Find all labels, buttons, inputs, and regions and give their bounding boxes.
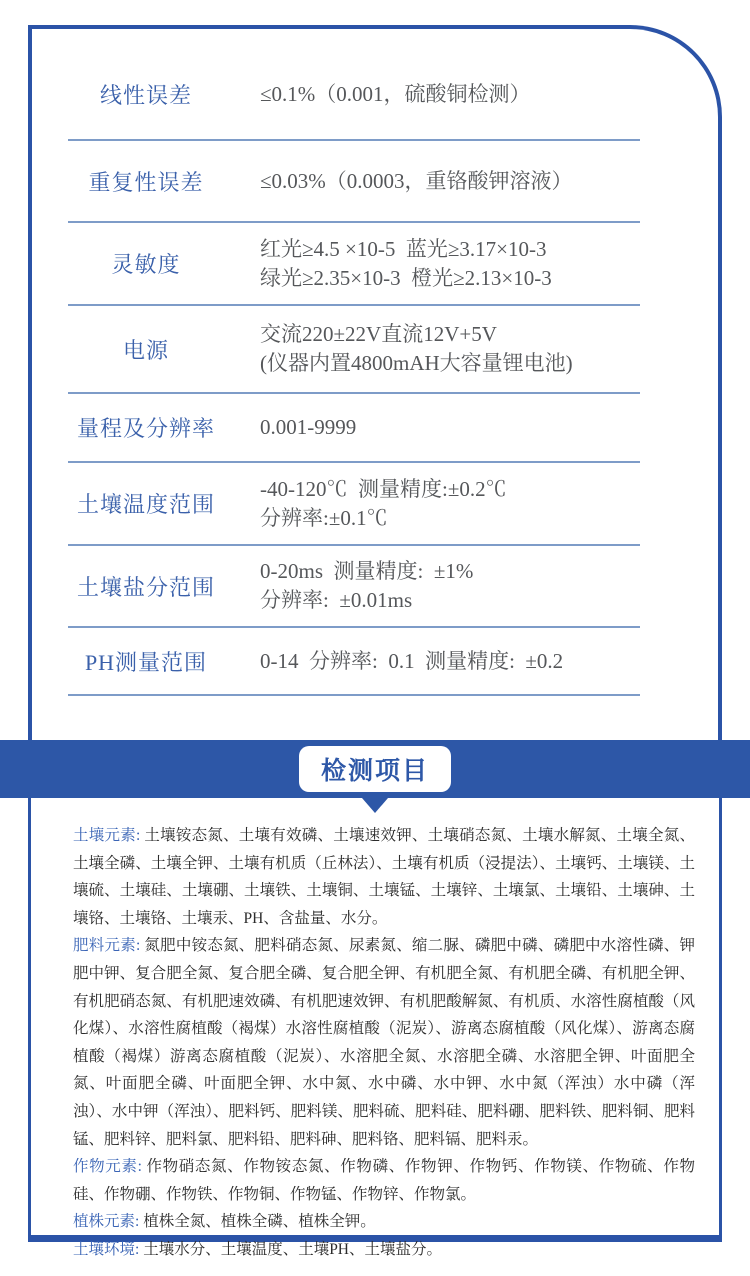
detection-banner bbox=[0, 740, 750, 798]
spec-row-soil-temperature bbox=[32, 463, 718, 544]
section-text: 氮肥中铵态氮、肥料硝态氮、尿素氮、缩二脲、磷肥中磷、磷肥中水溶性磷、钾肥中钾、复合肥全氮、复合肥全磷、复合肥全钾、有机肥全氮、有机肥全磷、有机肥全钾、有机肥硝态氮、有机肥速效磷、有机肥速效钾、有机肥酸解氮、有机质、水溶性腐植酸（风化煤）、水溶性腐植酸（褐煤）水溶性腐植酸（泥炭）、游离态腐植酸（风化煤）、游离态腐植酸（褐煤）游离态腐植酸（泥炭）、水溶肥全氮、水溶肥全磷、水溶肥全钾、叶面肥全氮、叶面肥全磷、叶面肥全钾、水中氮、水中磷、水中钾、水中氮（浑浊）水中磷（浑浊）、水中钾（浑浊）、肥料钙、肥料镁、肥料硫、肥料硅、肥料硼、肥料铁、肥料铜、肥料锰、肥料锌、肥料氯、肥料铅、肥料砷、肥料铬、肥料镉、肥料汞。 bbox=[73, 937, 695, 1148]
spec-row-label: 土壤温度范围 bbox=[76, 492, 215, 517]
spec-row-value: ≤0.1%（0.001，硫酸铜检测） bbox=[260, 81, 531, 106]
spec-row-power bbox=[32, 306, 718, 392]
section-label: 作物元素: bbox=[73, 1158, 142, 1176]
spec-row-linearity bbox=[32, 49, 718, 139]
spec-table bbox=[28, 25, 722, 740]
spec-row-label: PH测量范围 bbox=[84, 649, 208, 675]
spec-row-repeatability bbox=[32, 141, 718, 221]
section-label: 植株元素: bbox=[73, 1213, 140, 1231]
section-label: 土壤环境: bbox=[73, 1240, 140, 1258]
spec-row-value: 0.001-9999 bbox=[260, 415, 357, 439]
spec-row-label: 灵敏度 bbox=[111, 252, 181, 277]
section-text: 土壤铵态氮、土壤有效磷、土壤速效钾、土壤硝态氮、土壤水解氮、土壤全氮、土壤全磷、土壤全钾、土壤有机质（丘林法）、土壤有机质（浸提法）、土壤钙、土壤镁、土壤硫、土壤硅、土壤硼、土壤铁、土壤铜、土壤锰、土壤锌、土壤氯、土壤铅、土壤砷、土壤铬、土壤铬、土壤汞、PH、含盐量、水分。 bbox=[73, 827, 695, 927]
section-text: 土壤水分、土壤温度、土壤PH、土壤盐分。 bbox=[139, 1240, 443, 1258]
spec-row-value: 红光≥4.5 ×10-5 蓝光≥3.17×10-3 绿光≥2.35×10-3 橙光≥2.13×10-3 bbox=[260, 236, 552, 290]
section-soil-elements bbox=[73, 822, 695, 932]
spec-row-soil-salinity bbox=[32, 546, 718, 626]
section-fertilizer-elements bbox=[73, 932, 695, 1153]
section-crop-elements bbox=[73, 1153, 695, 1208]
spec-row-value: 0-20ms 测量精度: ±1% 分辨率: ±0.01ms bbox=[260, 559, 474, 612]
section-plant-elements bbox=[73, 1208, 695, 1236]
spec-row-label: 重复性误差 bbox=[88, 169, 204, 195]
spec-row-ph-range bbox=[32, 628, 718, 694]
spec-row-label: 线性误差 bbox=[99, 82, 192, 108]
section-label: 土壤元素: bbox=[73, 827, 141, 844]
spec-row-value: ≤0.03%（0.0003，重铬酸钾溶液） bbox=[260, 168, 573, 193]
spec-row-label: 电源 bbox=[122, 337, 169, 363]
spec-row-value: 0-14 分辨率: 0.1 测量精度: ±0.2 bbox=[260, 648, 564, 673]
detection-title-pill: 检测项目 bbox=[299, 746, 451, 792]
spec-row-label: 量程及分辨率 bbox=[76, 416, 215, 441]
spec-row-value: 交流220±22V直流12V+5V (仪器内置4800mAH大容量锂电池) bbox=[260, 322, 573, 375]
section-text: 植株全氮、植株全磷、植株全钾。 bbox=[139, 1213, 376, 1231]
row-divider bbox=[68, 694, 640, 696]
spec-row-range-resolution bbox=[32, 394, 718, 461]
spec-row-label: 土壤盐分范围 bbox=[76, 574, 215, 600]
spec-row-value: -40-120℃ 测量精度:±0.2℃ 分辨率:±0.1℃ bbox=[260, 476, 507, 530]
detection-list bbox=[28, 798, 722, 1258]
section-label: 肥料元素: bbox=[73, 937, 141, 955]
spec-row-sensitivity bbox=[32, 223, 718, 304]
section-soil-environment bbox=[73, 1236, 695, 1264]
section-text: 作物硝态氮、作物铵态氮、作物磷、作物钾、作物钙、作物镁、作物硫、作物硅、作物硼、作物铁、作物铜、作物锰、作物锌、作物氯。 bbox=[73, 1158, 695, 1203]
